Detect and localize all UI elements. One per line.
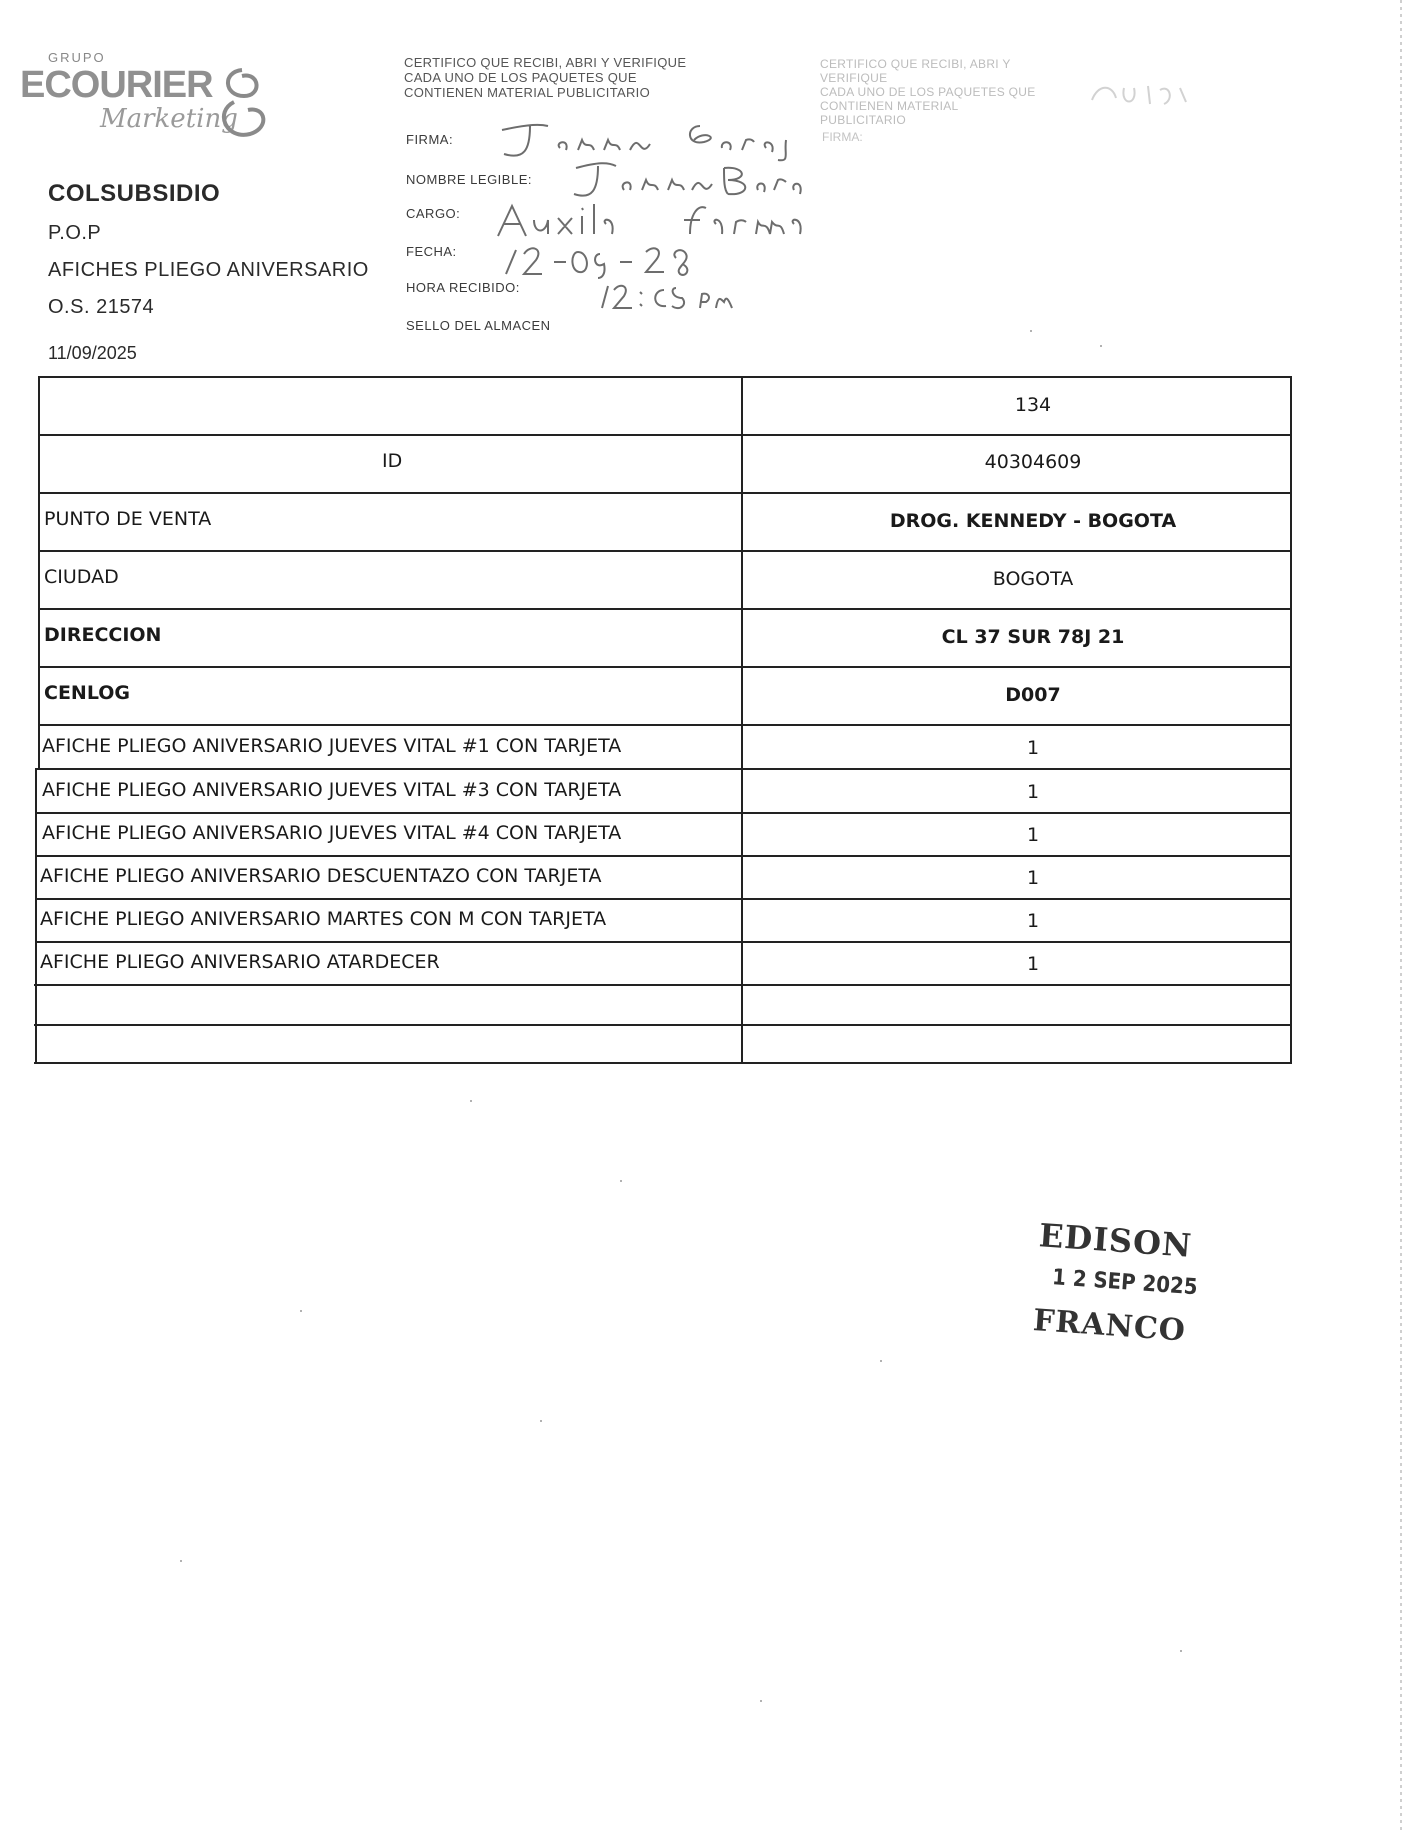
table-row-divider [34,1024,1292,1026]
cert-bleed-through [820,57,1040,127]
item-label: AFICHE PLIEGO ANIVERSARIO JUEVES VITAL #4 CON TARJETA [42,822,622,844]
item-qty: 1 [1026,910,1040,932]
ghost-firma-label: FIRMA: [822,130,863,144]
table-column-divider [741,376,743,1064]
row-value-id: 40304609 [984,451,1082,473]
cert-line-2: CADA UNO DE LOS PAQUETES QUE [404,70,637,85]
row-value-direccion: CL 37 SUR 78J 21 [941,626,1125,648]
handwritten-hora [596,278,746,314]
signature-firma [490,120,800,164]
table-row-divider [36,855,1292,857]
item-label: AFICHE PLIEGO ANIVERSARIO ATARDECER [40,951,440,973]
item-label: AFICHE PLIEGO ANIVERSARIO DESCUENTAZO CON TARJETA [40,865,602,887]
row-label-ciudad: CIUDAD [44,566,119,588]
item-label: AFICHE PLIEGO ANIVERSARIO JUEVES VITAL #3 CON TARJETA [42,779,622,801]
scan-speck [300,1310,302,1312]
item-qty: 1 [1026,867,1040,889]
logo-top-text: GRUPO [48,50,106,65]
table-header-number: 134 [1014,394,1052,416]
hora-recibido-label: HORA RECIBIDO: [406,280,520,295]
item-qty: 1 [1026,824,1040,846]
delivery-table [34,376,1294,1066]
table-row-divider [38,666,1292,668]
scan-speck [880,1360,882,1362]
cert-line-1: CERTIFICO QUE RECIBI, ABRI Y VERIFIQUE [404,55,687,70]
campaign-name: AFICHES PLIEGO ANIVERSARIO [48,259,369,281]
item-label: AFICHE PLIEGO ANIVERSARIO MARTES CON M CON TARJETA [40,908,607,930]
cert-ghost-line-1: CERTIFICO QUE RECIBI, ABRI Y VERIFIQUE [820,57,1011,85]
nombre-legible-label: NOMBRE LEGIBLE: [406,172,532,187]
row-label-id: ID [382,450,403,472]
certification-text [404,55,764,100]
stamp-name-last: FRANCO [1031,1303,1187,1349]
cert-ghost-line-3: CONTIENEN MATERIAL PUBLICITARIO [820,99,959,127]
table-border-left [35,768,37,1064]
item-qty: 1 [1026,781,1040,803]
order-number: O.S. 21574 [48,296,155,318]
table-row-divider [36,941,1292,943]
item-label: AFICHE PLIEGO ANIVERSARIO JUEVES VITAL #1 CON TARJETA [42,735,622,757]
row-value-punto-de-venta: DROG. KENNEDY - BOGOTA [889,510,1177,532]
table-row-divider [38,434,1292,436]
cert-ghost-line-2: CADA UNO DE LOS PAQUETES QUE [820,85,1036,99]
row-label-direccion: DIRECCION [44,624,162,646]
scan-speck [540,1420,542,1422]
table-row-divider [38,724,1292,726]
item-qty: 1 [1026,953,1040,975]
firma-label: FIRMA: [406,132,454,147]
handwritten-fecha [496,240,696,280]
scan-edge [1400,0,1402,1834]
scan-speck [470,1100,472,1102]
table-border-bottom [34,1062,1292,1064]
table-border-top [38,376,1292,378]
row-value-ciudad: BOGOTA [992,568,1074,590]
item-qty: 1 [1026,737,1040,759]
stamp-name-first: EDISON [1037,1216,1194,1265]
stamp-date: 1 2 SEP 2025 [1051,1265,1199,1301]
logo-swirl-icon [212,62,282,142]
scan-speck [620,1180,622,1182]
row-label-cenlog: CENLOG [44,682,131,704]
logo-tagline: Marketing [100,104,238,134]
material-type: P.O.P [48,222,102,244]
scan-speck [1030,330,1032,332]
table-row-divider [36,812,1292,814]
client-name: COLSUBSIDIO [48,180,221,207]
row-label-punto-de-venta: PUNTO DE VENTA [44,508,212,530]
table-row-divider [38,492,1292,494]
sello-almacen-label: SELLO DEL ALMACEN [406,318,551,333]
scan-speck [180,1560,182,1562]
scan-speck [1100,345,1102,347]
scan-speck [1180,1650,1182,1652]
reception-stamp [1032,1216,1210,1350]
ghost-stamp-mark [1090,80,1200,110]
table-row-divider [38,608,1292,610]
cert-line-3: CONTIENEN MATERIAL PUBLICITARIO [404,85,650,100]
table-row-divider [36,898,1292,900]
table-row-divider [34,984,1292,986]
handwritten-cargo [494,200,814,244]
scan-speck [760,1700,762,1702]
table-border-left [38,376,40,768]
logo-brand: ECOURIER [20,64,213,106]
fecha-label: FECHA: [406,244,457,259]
table-row-divider [38,550,1292,552]
row-value-cenlog: D007 [1005,684,1061,706]
cargo-label: CARGO: [406,206,461,221]
order-header [48,180,369,364]
table-row-divider [36,768,1292,770]
order-date: 11/09/2025 [48,343,137,363]
company-logo [20,50,270,140]
